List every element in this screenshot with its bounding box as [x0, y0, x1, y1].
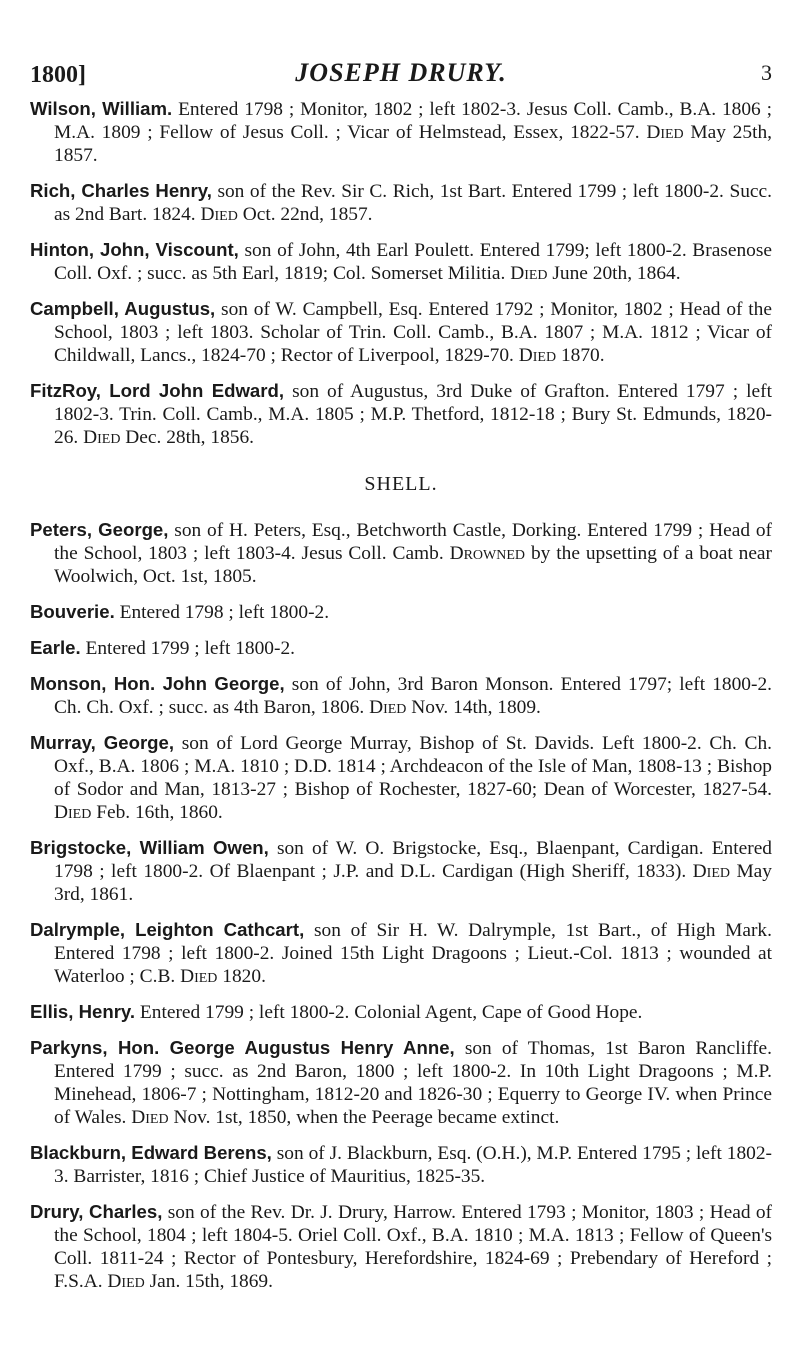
entry-hinton: [30, 238, 772, 285]
entry-died: Died: [83, 427, 121, 448]
entry-text: son of W. O. Brigstocke, Esq., Blaenpant, Cardigan. Entered 1798 ; left 1800-2. Of Blaenpant ; J.P. and D.L. Cardigan (High Sheriff, 1833).: [54, 838, 772, 882]
entry-parkyns: [30, 1036, 772, 1129]
page-number: 3: [761, 60, 772, 85]
entry-died: Died: [107, 1271, 145, 1292]
entry-text: son of the Rev. Dr. J. Drury, Harrow. Entered 1793 ; Monitor, 1803 ; Head of the School, 1804 ; left 1804-5. Oriel Coll. Oxf., B.A. 1810 ; M.A. 1813 ; Fellow of Queen's Coll. 1811-24 ; Rector of Pontesbury, Herefordshire, 1824-69 ; Prebendary of Hereford ; F.S.A.: [54, 1202, 772, 1292]
entry-text: son of John, 4th Earl Poulett. Entered 1799; left 1800-2. Brasenose Coll. Oxf. ; succ. as 5th Earl, 1819; Col. Somerset Militia.: [54, 240, 772, 284]
entry-rich: [30, 179, 772, 226]
entry-name: Murray, George,: [30, 732, 175, 753]
entry-ellis: [30, 1000, 772, 1024]
entry-date: June 20th, 1864.: [552, 263, 681, 284]
running-title: JOSEPH DRURY.: [295, 58, 507, 87]
entry-name: Bouverie.: [30, 601, 115, 622]
entry-text: Entered 1798 ; Monitor, 1802 ; left 1802-3. Jesus Coll. Camb., B.A. 1806 ; M.A. 1809 ; Fellow of Jesus Coll. ; Vicar of Helmstead, Essex, 1822-57.: [54, 99, 772, 143]
entry-bouverie: [30, 600, 772, 624]
entry-died: Died: [180, 966, 218, 987]
entry-date: May 3rd, 1861.: [54, 861, 772, 905]
entry-campbell: [30, 297, 772, 367]
entry-date: Jan. 15th, 1869.: [149, 1271, 273, 1292]
entry-murray: [30, 731, 772, 824]
entry-date: Nov. 14th, 1809.: [411, 697, 541, 718]
entry-died: Died: [646, 122, 684, 143]
entry-name: Wilson, William.: [30, 98, 173, 119]
entry-died: Died: [200, 204, 238, 225]
entry-text: son of the Rev. Sir C. Rich, 1st Bart. Entered 1799 ; left 1800-2. Succ. as 2nd Bart. 1824.: [54, 181, 772, 225]
entry-date: Dec. 28th, 1856.: [125, 427, 255, 448]
entry-name: Monson, Hon. John George,: [30, 673, 285, 694]
entry-text: son of W. Campbell, Esq. Entered 1792 ; Monitor, 1802 ; Head of the School, 1803 ; left 1803. Scholar of Trin. Coll. Camb., B.A. 1807 ; M.A. 1812 ; Vicar of Childwall, Lancs., 1824-70 ; Rector of Liverpool, 1829-70.: [54, 299, 772, 366]
entry-text: son of Sir H. W. Dalrymple, 1st Bart., of High Mark. Entered 1798 ; left 1800-2. Joined 15th Light Dragoons ; Lieut.-Col. 1813 ; wounded at Waterloo ; C.B.: [54, 920, 772, 987]
entry-name: Rich, Charles Henry,: [30, 180, 212, 201]
entry-text: Entered 1799 ; left 1800-2. Colonial Agent, Cape of Good Hope.: [139, 1002, 643, 1023]
entry-name: Campbell, Augustus,: [30, 298, 216, 319]
entry-text: son of Lord George Murray, Bishop of St. Davids. Left 1800-2. Ch. Ch. Oxf., B.A. 1806 ; M.A. 1810 ; D.D. 1814 ; Archdeacon of the Isle of Man, 1808-13 ; Bishop of Sodor and Man, 1813-27 ; Bishop of Rochester, 1827-60; Dean of Worcester, 1827-54.: [54, 733, 773, 800]
entry-name: Peters, George,: [30, 519, 169, 540]
entry-name: FitzRoy, Lord John Edward,: [30, 380, 285, 401]
entry-text: son of H. Peters, Esq., Betchworth Castle, Dorking. Entered 1799 ; Head of the School, 1803 ; left 1803-4. Jesus Coll. Camb.: [54, 520, 772, 564]
entry-date: May 25th, 1857.: [54, 122, 773, 166]
entry-date: Oct. 22nd, 1857.: [242, 204, 373, 225]
entry-died: Died: [369, 697, 407, 718]
entry-name: Drury, Charles,: [30, 1201, 163, 1222]
entry-date: 1870.: [560, 345, 605, 366]
entry-text: Entered 1798 ; left 1800-2.: [119, 602, 330, 623]
entry-died: Died: [54, 802, 92, 823]
entry-brigstocke: [30, 836, 772, 906]
entry-dalrymple: [30, 918, 772, 988]
entry-name: Dalrymple, Leighton Cathcart,: [30, 919, 305, 940]
entry-name: Earle.: [30, 637, 81, 658]
entry-earle: [30, 636, 772, 660]
entry-date: Nov. 1st, 1850, when the Peerage became extinct.: [173, 1107, 560, 1128]
year-marker: 1800]: [30, 62, 86, 88]
entry-name: Brigstocke, William Owen,: [30, 837, 269, 858]
entry-date: by the upsetting of a boat near Woolwich, Oct. 1st, 1805.: [54, 543, 772, 587]
entry-drury: [30, 1200, 772, 1293]
entry-name: Blackburn, Edward Berens,: [30, 1142, 272, 1163]
entry-died: Died: [692, 861, 730, 882]
entry-monson: [30, 672, 772, 719]
entry-text: son of Thomas, 1st Baron Rancliffe. Entered 1799 ; succ. as 2nd Baron, 1800 ; left 1800-2. In 10th Light Dragoons ; M.P. Minehead, 1806-7 ; Nottingham, 1812-20 and 1826-30 ; Equerry to George IV. when Prince of Wales.: [54, 1038, 772, 1128]
entry-fitzroy: [30, 379, 772, 449]
entry-drowned: Drowned: [449, 543, 526, 564]
entry-died: Died: [518, 345, 557, 366]
entry-text: son of Augustus, 3rd Duke of Grafton. Entered 1797 ; left 1802-3. Trin. Coll. Camb., M.A. 1805 ; M.P. Thetford, 1812-18 ; Bury St. Edmunds, 1820-26.: [54, 381, 772, 448]
entry-name: Ellis, Henry.: [30, 1001, 136, 1022]
entry-name: Parkyns, Hon. George Augustus Henry Anne,: [30, 1037, 455, 1058]
entry-name: Hinton, John, Viscount,: [30, 239, 239, 260]
entry-text: son of John, 3rd Baron Monson. Entered 1797; left 1800-2. Ch. Ch. Oxf. ; succ. as 4th Baron, 1806.: [54, 674, 772, 718]
entry-died: Died: [131, 1107, 169, 1128]
entry-date: Feb. 16th, 1860.: [96, 802, 223, 823]
running-head: [30, 58, 772, 98]
entry-text: Entered 1799 ; left 1800-2.: [85, 638, 295, 659]
entry-wilson: [30, 97, 772, 167]
entry-date: 1820.: [222, 966, 266, 987]
register-entries: [30, 97, 772, 1305]
entry-blackburn: [30, 1141, 772, 1188]
entry-died: Died: [510, 263, 548, 284]
entry-text: son of J. Blackburn, Esq. (O.H.), M.P. Entered 1795 ; left 1802-3. Barrister, 1816 ; Chief Justice of Mauritius, 1825-35.: [54, 1143, 773, 1187]
section-heading-shell: SHELL.: [364, 473, 438, 495]
entry-peters: [30, 518, 772, 588]
